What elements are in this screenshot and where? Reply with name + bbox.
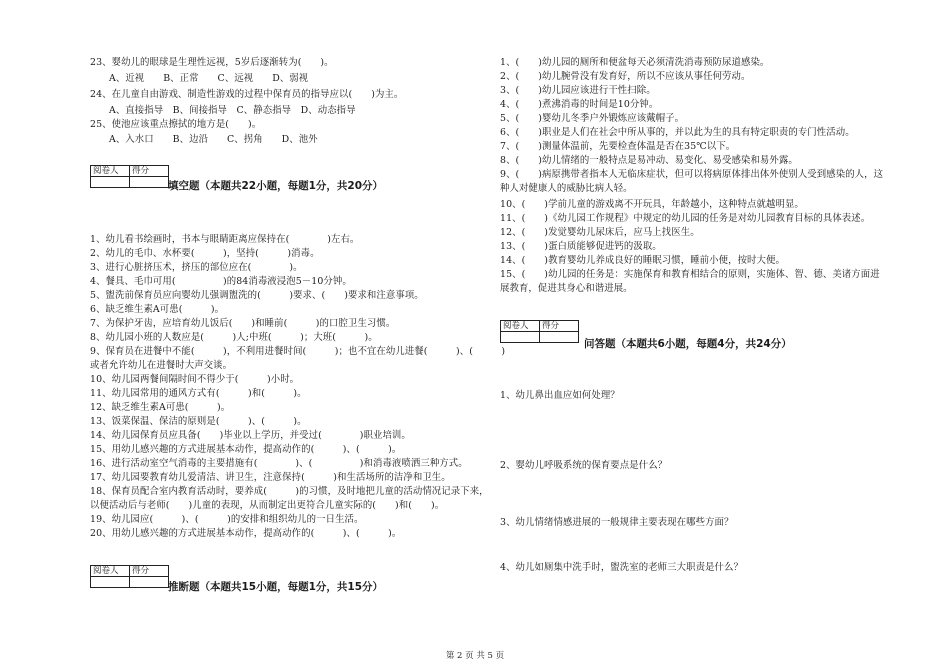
score-label: 得分 — [540, 321, 579, 332]
score-cell[interactable] — [130, 177, 169, 188]
judge-item: 14、( )教育婴幼儿养成良好的睡眠习惯，睡前小便，按时大便。 — [500, 255, 785, 266]
qa-section-title: 问答题（本题共6小题，每题4分，共24分） — [584, 338, 792, 350]
fill-item: 2、幼儿的毛巾、水杯要( )，坚持( )消毒。 — [90, 248, 320, 259]
judge-item: 2、( )幼儿腕骨没有发育好，所以不应该从事任何劳动。 — [500, 71, 751, 82]
fill-item: 1、幼儿看书绘画时，书本与眼睛距离应保持在( )左右。 — [90, 234, 360, 245]
choice-line: 23、婴幼儿的眼球是生理性远视，5岁后逐渐转为( )。 — [90, 57, 334, 68]
fill-item: 15、用幼儿感兴趣的方式进展基本动作，提高动作的( )、( )。 — [90, 444, 402, 455]
qa-item: 1、幼儿鼻出血应如何处理？ — [500, 390, 620, 401]
score-box — [90, 165, 169, 188]
judge-item: 12、( )发觉婴幼儿尿床后，应马上找医生。 — [500, 227, 700, 238]
score-box — [90, 565, 169, 588]
reviewer-label: 阅卷人 — [501, 321, 540, 332]
reviewer-label: 阅卷人 — [91, 566, 130, 577]
fill-item: 9、保育员在进餐中不能( )，不利用进餐时间( )；也不宜在幼儿进餐( )、( ) — [90, 346, 506, 357]
choice-line: A、入水口 B、边沿 C、拐角 D、池外 — [90, 134, 318, 145]
qa-item: 4、幼儿如厕集中洗手时，盥洗室的老师三大职责是什么？ — [500, 562, 743, 573]
choice-line: 24、在儿童自由游戏、制造性游戏的过程中保育员的指导应以( )为主。 — [90, 89, 404, 100]
reviewer-cell[interactable] — [501, 332, 540, 343]
fill-item: 3、进行心脏挤压术，挤压的部位应在( )。 — [90, 262, 303, 273]
qa-item: 2、婴幼儿呼吸系统的保育要点是什么？ — [500, 460, 668, 471]
fill-section-title: 填空题（本题共22小题，每题1分，共20分） — [168, 180, 384, 192]
judge-item: 1、( )幼儿园的厕所和便盆每天必须清洗消毒预防尿道感染。 — [500, 57, 770, 68]
judge-item: 11、( )《幼儿园工作规程》中规定的幼儿园的任务是对幼儿园教育目标的具体表述。 — [500, 213, 871, 224]
judge-item: 7、( )测量体温前，先要检查体温是否在35℃以下。 — [500, 141, 736, 152]
fill-item: 7、为保护牙齿，应培育幼儿饭后( )和睡前( )的口腔卫生习惯。 — [90, 318, 396, 329]
fill-item: 17、幼儿园要教育幼儿爱清洁、讲卫生，注意保持( )和生活场所的洁净和卫生。 — [90, 472, 451, 483]
fill-item: 或者允许幼儿在进餐时大声交谈。 — [90, 360, 233, 371]
judge-item: 种人对健康人的威胁比病人轻。 — [500, 183, 633, 194]
judge-item: 15、( )幼儿园的任务是：实施保育和教育相结合的原则，实施体、智、德、美诸方面进 — [500, 269, 880, 280]
judge-item: 展教育，促进其身心和谐进展。 — [500, 283, 633, 294]
reviewer-cell[interactable] — [91, 577, 130, 588]
judge-item: 5、( )婴幼儿冬季户外锻炼应该戴帽子。 — [500, 113, 685, 124]
fill-item: 6、缺乏维生素A可患( )。 — [90, 304, 225, 315]
fill-item: 16、进行活动室空气消毒的主要措施有( )、( )和消毒液喷洒三种方式。 — [90, 458, 468, 469]
fill-item: 8、幼儿园小班的人数应是( )人;中班( )；大班( )。 — [90, 332, 378, 343]
fill-item: 19、幼儿园应( )、( )的安排和组织幼儿的一日生活。 — [90, 514, 364, 525]
judge-item: 10、( )学前儿童的游戏离不开玩具，年龄越小，这种特点就越明显。 — [500, 199, 804, 210]
judge-item: 4、( )煮沸消毒的时间是10分钟。 — [500, 99, 659, 110]
judge-section-title: 推断题（本题共15小题，每题1分，共15分） — [168, 581, 384, 593]
fill-item: 4、餐具、毛巾可用( )的84消毒液浸泡5－10分钟。 — [90, 276, 352, 287]
score-cell[interactable] — [130, 577, 169, 588]
fill-item: 20、用幼儿感兴趣的方式进展基本动作，提高动作的( )、( )。 — [90, 528, 402, 539]
reviewer-cell[interactable] — [91, 177, 130, 188]
score-label: 得分 — [130, 566, 169, 577]
fill-item: 13、饭菜保温、保洁的原则是( )、( )。 — [90, 416, 307, 427]
page-number: 第 2 页 共 5 页 — [445, 651, 505, 661]
judge-item: 13、( )蛋白质能够促进钙的汲取。 — [500, 241, 662, 252]
reviewer-label: 阅卷人 — [91, 166, 130, 177]
fill-item: 以便活动后与老师( )儿童的表现，从而制定出更符合儿童实际的( )和( )。 — [90, 500, 445, 511]
choice-line: A、直接指导 B、间接指导 C、静态指导 D、动态指导 — [90, 105, 356, 116]
judge-item: 9、( )病原携带者指本人无临床症状，但可以将病原体排出体外使别人受到感染的人，这 — [500, 169, 884, 180]
judge-item: 6、( )职业是人们在社会中所从事的，并以此为生的具有特定职责的专门性活动。 — [500, 127, 855, 138]
judge-item: 8、( )幼儿情绪的一般特点是易冲动、易变化、易受感染和易外露。 — [500, 155, 798, 166]
fill-item: 12、缺乏维生素A可患( )。 — [90, 402, 231, 413]
score-cell[interactable] — [540, 332, 579, 343]
judge-item: 3、( )幼儿园应该进行干性扫除。 — [500, 85, 656, 96]
fill-item: 10、幼儿园两餐间隔时间不得少于( )小时。 — [90, 374, 300, 385]
fill-item: 5、盥洗前保育员应向婴幼儿强调盥洗的( )要求、( )要求和注意事项。 — [90, 290, 424, 301]
score-box — [500, 320, 579, 343]
choice-line: A、近视 B、正常 C、远视 D、弱视 — [90, 73, 309, 84]
score-label: 得分 — [130, 166, 169, 177]
fill-item: 14、幼儿园保育员应具备( )毕业以上学历，并受过( )职业培训。 — [90, 430, 411, 441]
qa-item: 3、幼儿情绪情感进展的一般规律主要表现在哪些方面？ — [500, 517, 734, 528]
choice-line: 25、使池应该重点擦拭的地方是( )。 — [90, 119, 262, 130]
fill-item: 11、幼儿园常用的通风方式有( )和( )。 — [90, 388, 307, 399]
fill-item: 18、保育员配合室内教育活动时，要养成( )的习惯，及时地把儿童的活动情况记录下来， — [90, 486, 489, 497]
